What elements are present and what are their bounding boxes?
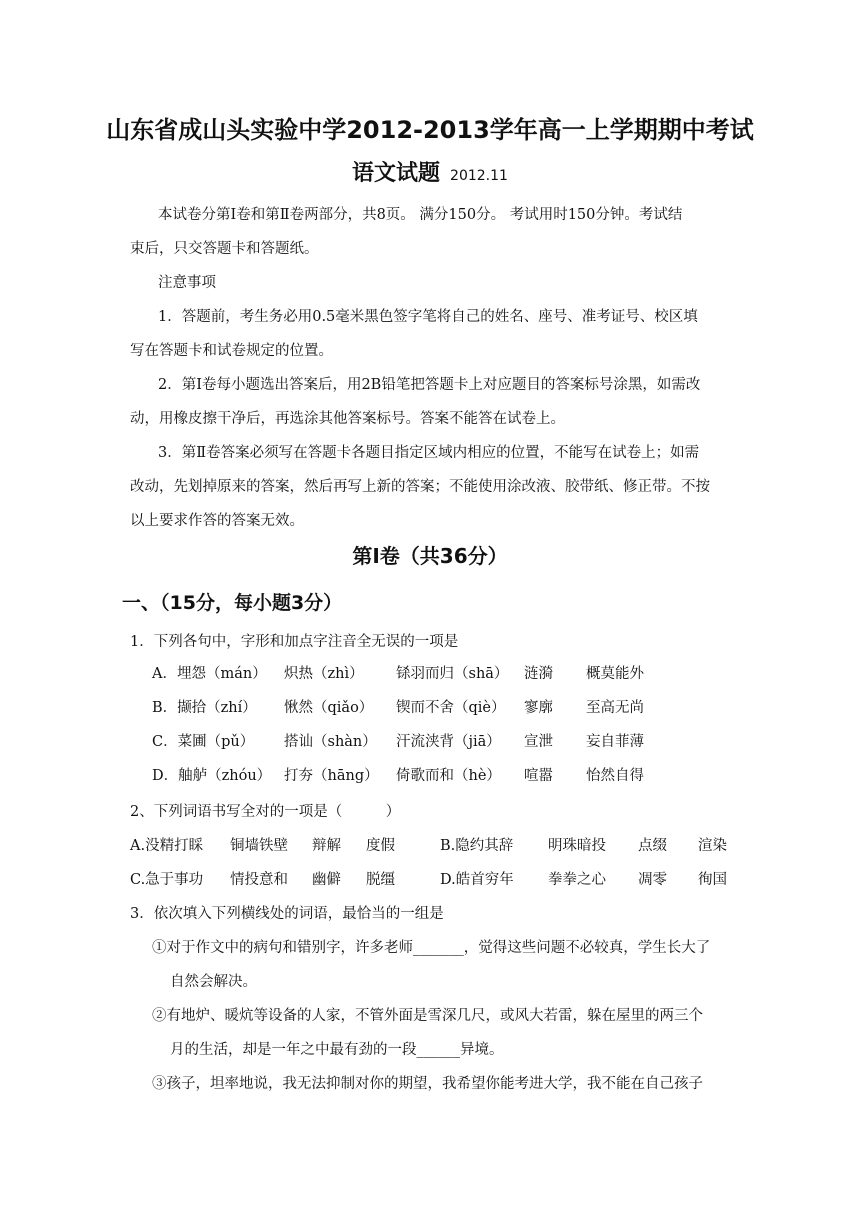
exam-subtitle <box>0 156 860 187</box>
notice-2-line-1: 2．第Ⅰ卷每小题选出答案后，用2B铅笔把答题卡上对应题目的答案标号涂黑，如需改 <box>158 377 701 393</box>
q1-cell: 锲而不舍（qiè） <box>396 700 506 716</box>
q1-cell: C．菜圃（pǔ） <box>152 734 255 750</box>
q1-cell: 寥廓 <box>524 700 553 716</box>
exam-title: 山东省成山头实验中学2012-2013学年高一上学期期中考试 <box>106 116 754 144</box>
q2-cell: 辩解 <box>312 838 341 854</box>
q1-cell: 涟漪 <box>524 666 553 682</box>
q2-cell: 点缀 <box>638 838 667 854</box>
q1-cell: 搭讪（shàn） <box>284 734 377 750</box>
notice-3-line-1: 3．第Ⅱ卷答案必须写在答题卡各题目指定区域内相应的位置，不能写在试卷上；如需 <box>158 445 700 461</box>
q1-cell: 倚歌而和（hè） <box>396 768 501 784</box>
q2-cell: 脱缰 <box>366 872 395 888</box>
q1-cell: 宣泄 <box>524 734 553 750</box>
q3-sentence-1-line-2: 自然会解决。 <box>170 974 257 990</box>
q1-cell: A．埋怨（mán） <box>152 666 267 682</box>
q2-cell: 幽僻 <box>312 872 341 888</box>
q1-cell: 打夯（hāng） <box>284 768 379 784</box>
section-heading: 第Ⅰ卷（共36分） <box>352 544 508 568</box>
q2-cell: 明珠暗投 <box>548 838 606 854</box>
q1-cell: 铩羽而归（shā） <box>396 666 509 682</box>
q1-cell: 概莫能外 <box>586 666 644 682</box>
q3-sentence-1-line-1: ①对于作文中的病句和错别字，许多老师_______，觉得这些问题不必较真，学生长大了 <box>152 940 711 956</box>
q1-stem: 1．下列各句中，字形和加点字注音全无误的一项是 <box>130 634 459 650</box>
notice-3-line-3: 以上要求作答的答案无效。 <box>130 513 304 529</box>
notice-2-line-2: 动，用橡皮擦干净后，再选涂其他答案标号。答案不能答在试卷上。 <box>130 411 565 427</box>
subject-title: 语文试题 <box>352 161 441 186</box>
q1-cell: 怡然自得 <box>586 768 644 784</box>
q1-cell: 炽热（zhì） <box>284 666 364 682</box>
q2-cell: 徇国 <box>698 872 727 888</box>
q1-cell: 至高无尚 <box>586 700 644 716</box>
q3-sentence-2-line-2: 月的生活，却是一年之中最有劲的一段______异境。 <box>170 1042 504 1058</box>
q2-cell: 情投意和 <box>230 872 288 888</box>
q2-cell: A.没精打睬 <box>130 838 204 854</box>
q3-stem: 3．依次填入下列横线处的词语，最恰当的一组是 <box>130 906 444 922</box>
q1-cell: 愀然（qiǎo） <box>284 700 374 716</box>
notice-3-line-2: 改动，先划掉原来的答案，然后再写上新的答案；不能使用涂改液、胶带纸、修正带。不按 <box>130 479 710 495</box>
q2-cell: 铜墙铁壁 <box>230 838 288 854</box>
q1-cell: D．舳舻（zhóu） <box>152 768 272 784</box>
q2-cell: C.急于事功 <box>130 872 204 888</box>
q1-cell: 汗流浃背（jiā） <box>396 734 501 750</box>
q2-cell: 渲染 <box>698 838 727 854</box>
q2-cell: 度假 <box>366 838 395 854</box>
q2-cell: D.皓首穷年 <box>440 872 514 888</box>
notice-1-line-2: 写在答题卡和试卷规定的位置。 <box>130 343 333 359</box>
intro-line-2: 束后，只交答题卡和答题纸。 <box>130 241 319 257</box>
notice-title: 注意事项 <box>158 275 216 291</box>
intro-line-1: 本试卷分第Ⅰ卷和第Ⅱ卷两部分，共8页。 满分150分。 考试用时150分钟。考试结 <box>158 207 683 223</box>
part-heading: 一、（15分，每小题3分） <box>122 592 343 614</box>
q2-cell: 凋零 <box>638 872 667 888</box>
exam-date: 2012.11 <box>450 168 508 184</box>
notice-1-line-1: 1．答题前，考生务必用0.5毫米黑色签字笔将自己的姓名、座号、准考证号、校区填 <box>158 309 698 325</box>
q3-sentence-3-line-1: ③孩子，坦率地说，我无法抑制对你的期望，我希望你能考进大学，我不能在自己孩子 <box>152 1076 703 1092</box>
q1-cell: B．撷拾（zhí） <box>152 700 257 716</box>
q1-cell: 喧嚣 <box>524 768 553 784</box>
q2-cell: 拳拳之心 <box>548 872 606 888</box>
q1-cell: 妄自菲薄 <box>586 734 644 750</box>
q2-cell: B.隐约其辞 <box>440 838 514 854</box>
q2-stem: 2、下列词语书写全对的一项是（ ） <box>130 804 401 820</box>
q3-sentence-2-line-1: ②有地炉、暖炕等设备的人家，不管外面是雪深几尺，或风大若雷，躲在屋里的两三个 <box>152 1008 703 1024</box>
